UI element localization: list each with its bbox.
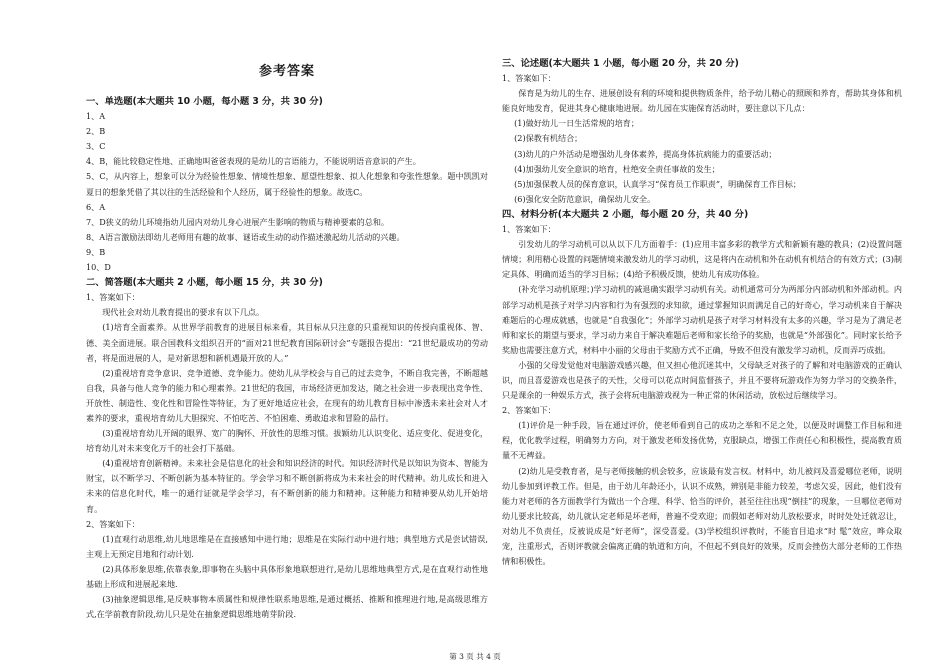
list-item: (6)强化安全防范意识，确保幼儿安全。 xyxy=(514,193,656,204)
page-title: 参考答案 xyxy=(258,64,315,79)
answer-item: 8、A语言激励法即幼儿老师用有趣的故事、谜语或生动的动作描述激起幼儿活动的兴趣。 xyxy=(86,231,405,242)
left-column xyxy=(86,56,488,622)
section-heading-single-choice: 一、单选题(本大题共 10 小题，每小题 3 分，共 30 分) xyxy=(86,96,323,107)
answer-item: 10、D xyxy=(86,262,111,273)
answer-item: 9、B xyxy=(86,246,106,257)
answer-paragraph: (1)直观行动思维,幼儿地思维是在直接感知中进行地；思维是在实际行动中进行地；典型地方式是尝试错误,主观上无预定目地和行动计划. xyxy=(86,533,488,559)
list-item: (2)保教有机结合； xyxy=(514,133,583,144)
answer-paragraph: (4)重视培育创新精神。未来社会是信息化的社会和知识经济的时代。知识经济时代是以知识为资本、智能为财宝，以不断学习、不断创新为基本特征的。学会学习和不断创新将成为未来社会的时代精神。幼儿成长和进入未来的信息化时代，唯一的通行证就是学会学习，有不断创新的能力和精神。这种能力和精神要从幼儿开始培育。 xyxy=(86,458,488,514)
answer-paragraph: (2)重视培育竞争意识、竞争道德、竞争能力。使幼儿从学校会与自己的过去竞争，不断自我完善，不断超越自我，具备与他人竞争的能力和心理素养。21世纪的我国，市场经济更加发达，随之社会进一步表现出竞争性、开放性、制造性、变化性和冒险性等特征，为了更好地适应社会，在现有的幼儿教育目标中渗透未来社会对人才素养的要求，重视培育幼儿大胆探究、不怕吃苦、不怕困难、勇敢追求和冒险的品行。 xyxy=(86,367,488,423)
answer-paragraph: 现代社会对幼儿教育提出的要求有以下几点。 xyxy=(102,307,265,318)
answer-item: 7、D狭义的幼儿环境指幼儿园内对幼儿身心进展产生影响的物质与精神要素的总和。 xyxy=(86,216,390,227)
answer-paragraph: (3)重视培育幼儿开阔的眼界、宽广的胸怀、开放性的思维习惯。拔颖幼儿认识变化、适应变化、促进变化，培育幼儿对未来变化万千的社会打下基础。 xyxy=(86,428,488,454)
question-label: 1、答案如下： xyxy=(86,292,140,303)
answer-item: 1、A xyxy=(86,111,106,122)
list-item: (3)幼儿的户外活动是增强幼儿身体素养，提高身体抗病能力的重要活动； xyxy=(514,148,777,159)
answer-paragraph: 小强的父母发觉他对电脑游戏感兴趣，但又担心他沉迷其中，父母缺乏对孩子的了解和对电脑游戏的正确认识，而且喜爱游戏也是孩子的天性，父母可以花点时间监督孩子，并且不要将玩游戏作为努力学习的交换条件，只是课余的一种娱乐方式，孩子会将玩电脑游戏视为一种正常的休闲活动，放松过后继续学习。 xyxy=(502,359,902,401)
answer-paragraph: 保育是为幼儿的生存、进展创设有利的环境和提供物质条件，给予幼儿精心的照顾和养育，帮助其身体和机能良好地发育，促进其身心健康地进展。幼儿园在实施保育活动时，要注意以下几点： xyxy=(502,88,902,114)
list-item: (4)加强幼儿安全意识的培育，杜绝安全责任事故的发生； xyxy=(514,163,720,174)
answer-paragraph: (1)培育全面素养。从世界学前教育的进展目标来看，其目标从只注意的只重视知识的传授向重视体、智、德、美全面进展。联合国教科文组织召开的“面对21世纪教育国际研讨会”专题报告提出：“21世纪最成功的劳动者，将是面进展的人，是对新思想和新机遇最开放的人。” xyxy=(86,322,488,363)
right-column xyxy=(502,56,902,569)
list-item: (1)做好幼儿一日生活常规的培育； xyxy=(514,118,639,129)
answer-item: 2、B xyxy=(86,126,106,137)
answer-item: 4、B，能比较稳定性地、正确地叫爸爸表现的是幼儿的言语能力，不能说明语音意识的产生。 xyxy=(86,156,421,167)
answer-item: 5、C，从内容上，想象可以分为经验性想象、情境性想象、愿望性想象、拟人化想象和夸张性想象。题中凯凯对夏日的想象凭借了其以往的生活经验和个人经历，属于经验性的想象。故选C。 xyxy=(86,171,488,197)
answer-item: 3、C xyxy=(86,141,106,152)
question-label: 2、答案如下： xyxy=(86,518,140,529)
section-heading-short-answer: 二、简答题(本大题共 2 小题，每小题 15 分，共 30 分) xyxy=(86,277,323,289)
question-label: 1、答案如下： xyxy=(502,73,556,84)
answer-paragraph: (1)评价是一种手段，旨在通过评价，使老师看到自己的成功之举和不足之处，以便及时调整工作目标和进程，优化教学过程，明确努力方向，对于激发老师发扬优势，克服缺点，增强工作责任心和积极性，提高教育质量不无裨益。 xyxy=(502,420,902,461)
list-item: (5)加强保教人员的保育意识，认真学习“保育员工作职责”，明确保育工作目标； xyxy=(514,178,801,189)
page-number-footer: 第 3 页 共 4 页 xyxy=(449,652,501,661)
answer-item: 6、A xyxy=(86,201,106,212)
answer-paragraph: (3)抽象逻辑思维,是反映事物本质属性和规律性联系地思维,是通过概括、推断和推理进行地,是高级思维方式,在学前教育阶段,幼儿只是处在抽象逻辑思维地萌芽阶段. xyxy=(86,594,488,620)
answer-paragraph: (2)幼儿是受教育者，是与老师接触的机会较多，应该最有发言权。材料中，幼儿被问及喜爱哪位老师，说明幼儿参加到评教工作。但是，由于幼儿年龄还小，认识不成熟，辨别是非能力较差，考虑欠妥，因此，他们没有能力对老师的各方面教学行为做出一个合理、科学、恰当的评价，甚至往往出现“倒挂”的现象，一旦哪位老师对幼儿要求比较高，幼儿就认定老师是坏老师，普遍不受欢迎；而假如老师对幼儿放松要求，时时处处迁就忍让，对幼儿不负责任，反被说成是“好老师”，深受喜爱。(3)学校组织评教时，不能盲目追求“时 髦”效应，哗众取宠，注重形式，否则评教就会偏离正确的轨道和方向，不但起不到良好的效果，反而会挫伤大部分老师的工作热情和积极性。 xyxy=(502,465,902,567)
question-label: 2、答案如下： xyxy=(502,405,556,416)
answer-paragraph: (补充学习动机原理；)学习动机的减退确实跟学习动机有关。动机通常可分为两部分内部动机和外部动机。内部学习动机是孩子对学习内容和行为有强烈的求知欲，通过掌握知识而满足自己的好奇心，学习动机来自于解决难题后的心理成就感，也就是“自我强化”；外部学习动机是孩子对学习材料没有太多的兴趣，学习是为了满足老师和家长的期望与要求，学习动力来自于解决难题后老师和家长给予的奖励，也就是“外部强化”。同时家长给予奖励也需要注意方式，材料中小丽的父母由于奖励方式不正确，导致不但没有激发学习动机，反而弄巧成拙。 xyxy=(502,284,902,355)
section-heading-essay: 三、论述题(本大题共 1 小题，每小题 20 分，共 20 分) xyxy=(502,58,739,69)
answer-paragraph: 引发幼儿的学习动机可以从以下几方面着手：(1)应用丰富多彩的教学方式和新颖有趣的教具；(2)设置问题情境；利用精心设置的问题情境来激发幼儿的学习动机，这是将内在动机和外在动机有机结合的有效方式；(3)制定具体、明确而适当的学习目标；(4)给予积极反馈，使幼儿有成功体验。 xyxy=(502,239,902,280)
answer-paragraph: (2)具体形象思维,依靠表象,即事物在头脑中具体形象地联想进行,是幼儿思维地典型方式,是在直观行动性地基础上形成和进展起来地. xyxy=(86,563,488,589)
section-heading-material-analysis: 四、材料分析(本大题共 2 小题，每小题 20 分，共 40 分) xyxy=(502,208,749,220)
question-label: 1、答案如下： xyxy=(502,224,556,235)
